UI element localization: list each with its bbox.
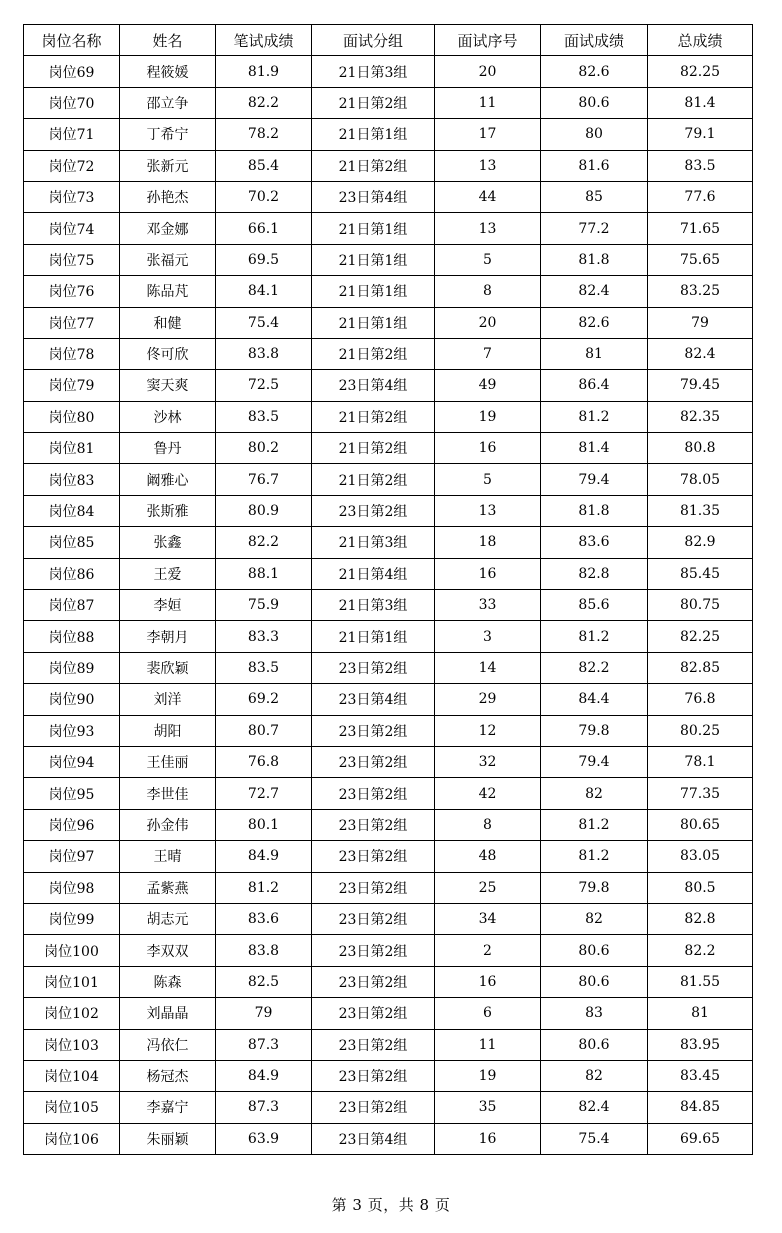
cell-written-score: 72.7: [216, 778, 312, 809]
cell-interview-order: 35: [435, 1092, 541, 1123]
cell-total-score: 83.05: [648, 841, 753, 872]
cell-interview-group: 23日第2组: [312, 1060, 435, 1091]
cell-written-score: 87.3: [216, 1029, 312, 1060]
cell-name: 沙林: [120, 401, 216, 432]
cell-interview-score: 80.6: [541, 1029, 648, 1060]
cell-interview-group: 23日第4组: [312, 181, 435, 212]
cell-interview-score: 79.4: [541, 746, 648, 777]
cell-interview-score: 82.4: [541, 1092, 648, 1123]
cell-written-score: 69.2: [216, 684, 312, 715]
cell-total-score: 83.5: [648, 150, 753, 181]
header-name: 姓名: [120, 25, 216, 56]
cell-name: 杨冠杰: [120, 1060, 216, 1091]
cell-total-score: 83.45: [648, 1060, 753, 1091]
cell-position: 岗位81: [24, 433, 120, 464]
cell-written-score: 80.2: [216, 433, 312, 464]
cell-interview-order: 13: [435, 150, 541, 181]
cell-total-score: 79.1: [648, 119, 753, 150]
cell-total-score: 80.5: [648, 872, 753, 903]
cell-interview-score: 81.8: [541, 495, 648, 526]
cell-interview-score: 82: [541, 903, 648, 934]
cell-interview-group: 21日第2组: [312, 150, 435, 181]
cell-position: 岗位86: [24, 558, 120, 589]
header-interview-score: 面试成绩: [541, 25, 648, 56]
cell-interview-group: 21日第2组: [312, 433, 435, 464]
table-header-row: [24, 25, 753, 56]
cell-interview-group: 21日第1组: [312, 276, 435, 307]
table-row: [24, 87, 753, 118]
cell-interview-order: 48: [435, 841, 541, 872]
cell-interview-group: 23日第2组: [312, 746, 435, 777]
cell-position: 岗位98: [24, 872, 120, 903]
cell-total-score: 80.65: [648, 809, 753, 840]
cell-interview-score: 81: [541, 338, 648, 369]
table-row: [24, 903, 753, 934]
cell-name: 佟可欣: [120, 338, 216, 369]
cell-interview-order: 11: [435, 1029, 541, 1060]
cell-interview-order: 34: [435, 903, 541, 934]
cell-total-score: 81.35: [648, 495, 753, 526]
cell-interview-group: 21日第1组: [312, 244, 435, 275]
cell-name: 张鑫: [120, 527, 216, 558]
cell-interview-score: 82.6: [541, 307, 648, 338]
cell-position: 岗位73: [24, 181, 120, 212]
cell-total-score: 77.6: [648, 181, 753, 212]
table-row: [24, 558, 753, 589]
cell-name: 窦天爽: [120, 370, 216, 401]
cell-name: 张新元: [120, 150, 216, 181]
cell-written-score: 69.5: [216, 244, 312, 275]
header-interview-group: 面试分组: [312, 25, 435, 56]
cell-interview-score: 82: [541, 778, 648, 809]
cell-name: 丁希宁: [120, 119, 216, 150]
cell-interview-group: 21日第2组: [312, 464, 435, 495]
cell-interview-score: 82.2: [541, 652, 648, 683]
cell-total-score: 83.95: [648, 1029, 753, 1060]
cell-interview-order: 5: [435, 464, 541, 495]
cell-total-score: 81.55: [648, 966, 753, 997]
cell-interview-score: 83.6: [541, 527, 648, 558]
cell-position: 岗位78: [24, 338, 120, 369]
cell-interview-order: 42: [435, 778, 541, 809]
cell-interview-group: 21日第3组: [312, 56, 435, 87]
cell-total-score: 82.85: [648, 652, 753, 683]
cell-position: 岗位72: [24, 150, 120, 181]
cell-name: 李姮: [120, 590, 216, 621]
cell-written-score: 81.9: [216, 56, 312, 87]
cell-interview-score: 81.4: [541, 433, 648, 464]
cell-position: 岗位74: [24, 213, 120, 244]
cell-position: 岗位87: [24, 590, 120, 621]
cell-name: 阚雅心: [120, 464, 216, 495]
table-row: [24, 872, 753, 903]
cell-interview-score: 80: [541, 119, 648, 150]
cell-position: 岗位90: [24, 684, 120, 715]
cell-position: 岗位77: [24, 307, 120, 338]
table-row: [24, 809, 753, 840]
cell-total-score: 81.4: [648, 87, 753, 118]
cell-interview-score: 85.6: [541, 590, 648, 621]
cell-interview-score: 82.4: [541, 276, 648, 307]
cell-position: 岗位76: [24, 276, 120, 307]
cell-position: 岗位94: [24, 746, 120, 777]
cell-interview-group: 21日第1组: [312, 307, 435, 338]
cell-position: 岗位105: [24, 1092, 120, 1123]
cell-interview-group: 23日第2组: [312, 872, 435, 903]
table-row: [24, 56, 753, 87]
cell-position: 岗位70: [24, 87, 120, 118]
cell-interview-score: 81.8: [541, 244, 648, 275]
cell-interview-group: 21日第2组: [312, 338, 435, 369]
cell-name: 李双双: [120, 935, 216, 966]
cell-interview-order: 29: [435, 684, 541, 715]
cell-interview-order: 20: [435, 56, 541, 87]
table-row: [24, 213, 753, 244]
cell-interview-group: 23日第2组: [312, 715, 435, 746]
cell-interview-score: 80.6: [541, 935, 648, 966]
cell-total-score: 69.65: [648, 1123, 753, 1154]
cell-written-score: 83.6: [216, 903, 312, 934]
table-body: [24, 56, 753, 1155]
cell-interview-group: 23日第2组: [312, 1092, 435, 1123]
cell-interview-group: 23日第2组: [312, 809, 435, 840]
cell-written-score: 84.1: [216, 276, 312, 307]
cell-interview-score: 82: [541, 1060, 648, 1091]
cell-written-score: 84.9: [216, 841, 312, 872]
cell-interview-group: 21日第1组: [312, 119, 435, 150]
cell-position: 岗位100: [24, 935, 120, 966]
cell-total-score: 82.35: [648, 401, 753, 432]
cell-interview-group: 21日第1组: [312, 621, 435, 652]
cell-name: 胡阳: [120, 715, 216, 746]
cell-interview-order: 20: [435, 307, 541, 338]
cell-interview-score: 85: [541, 181, 648, 212]
cell-interview-score: 80.6: [541, 87, 648, 118]
cell-name: 张福元: [120, 244, 216, 275]
cell-interview-group: 21日第3组: [312, 590, 435, 621]
cell-interview-score: 81.2: [541, 809, 648, 840]
cell-written-score: 88.1: [216, 558, 312, 589]
cell-total-score: 75.65: [648, 244, 753, 275]
header-written-score: 笔试成绩: [216, 25, 312, 56]
cell-name: 陈森: [120, 966, 216, 997]
cell-interview-order: 13: [435, 213, 541, 244]
cell-written-score: 82.2: [216, 87, 312, 118]
cell-name: 程筱媛: [120, 56, 216, 87]
cell-total-score: 80.8: [648, 433, 753, 464]
header-interview-order: 面试序号: [435, 25, 541, 56]
cell-total-score: 78.1: [648, 746, 753, 777]
cell-interview-score: 75.4: [541, 1123, 648, 1154]
cell-interview-order: 49: [435, 370, 541, 401]
table-row: [24, 1060, 753, 1091]
cell-interview-order: 8: [435, 276, 541, 307]
cell-interview-order: 12: [435, 715, 541, 746]
table-row: [24, 181, 753, 212]
table-row: [24, 590, 753, 621]
cell-written-score: 85.4: [216, 150, 312, 181]
cell-written-score: 72.5: [216, 370, 312, 401]
cell-interview-order: 16: [435, 1123, 541, 1154]
cell-written-score: 82.5: [216, 966, 312, 997]
cell-interview-order: 8: [435, 809, 541, 840]
cell-written-score: 76.7: [216, 464, 312, 495]
cell-interview-score: 81.2: [541, 841, 648, 872]
cell-name: 刘洋: [120, 684, 216, 715]
cell-interview-score: 82.8: [541, 558, 648, 589]
cell-name: 邵立争: [120, 87, 216, 118]
cell-interview-score: 77.2: [541, 213, 648, 244]
cell-interview-score: 83: [541, 998, 648, 1029]
table-row: [24, 746, 753, 777]
cell-interview-group: 23日第2组: [312, 998, 435, 1029]
cell-name: 李朝月: [120, 621, 216, 652]
cell-position: 岗位88: [24, 621, 120, 652]
cell-interview-group: 23日第2组: [312, 1029, 435, 1060]
table-row: [24, 684, 753, 715]
cell-name: 裴欣颖: [120, 652, 216, 683]
table-row: [24, 433, 753, 464]
cell-written-score: 83.8: [216, 935, 312, 966]
cell-written-score: 70.2: [216, 181, 312, 212]
table-row: [24, 1092, 753, 1123]
table-row: [24, 370, 753, 401]
cell-position: 岗位84: [24, 495, 120, 526]
cell-written-score: 78.2: [216, 119, 312, 150]
cell-interview-order: 32: [435, 746, 541, 777]
cell-position: 岗位83: [24, 464, 120, 495]
cell-position: 岗位71: [24, 119, 120, 150]
cell-interview-score: 82.6: [541, 56, 648, 87]
cell-written-score: 76.8: [216, 746, 312, 777]
table-row: [24, 621, 753, 652]
score-table: [23, 24, 753, 1155]
cell-name: 刘晶晶: [120, 998, 216, 1029]
cell-position: 岗位80: [24, 401, 120, 432]
cell-position: 岗位69: [24, 56, 120, 87]
cell-name: 冯依仁: [120, 1029, 216, 1060]
cell-name: 鲁丹: [120, 433, 216, 464]
cell-interview-order: 5: [435, 244, 541, 275]
cell-position: 岗位85: [24, 527, 120, 558]
cell-position: 岗位104: [24, 1060, 120, 1091]
cell-position: 岗位106: [24, 1123, 120, 1154]
cell-position: 岗位99: [24, 903, 120, 934]
cell-total-score: 82.25: [648, 56, 753, 87]
table-row: [24, 715, 753, 746]
cell-name: 胡志元: [120, 903, 216, 934]
cell-total-score: 71.65: [648, 213, 753, 244]
cell-interview-order: 6: [435, 998, 541, 1029]
cell-interview-group: 23日第2组: [312, 903, 435, 934]
cell-total-score: 81: [648, 998, 753, 1029]
table-row: [24, 464, 753, 495]
table-row: [24, 935, 753, 966]
table-row: [24, 527, 753, 558]
cell-name: 陈品芃: [120, 276, 216, 307]
table-row: [24, 998, 753, 1029]
cell-interview-score: 79.8: [541, 872, 648, 903]
cell-position: 岗位95: [24, 778, 120, 809]
cell-total-score: 82.8: [648, 903, 753, 934]
cell-interview-score: 79.8: [541, 715, 648, 746]
cell-name: 王晴: [120, 841, 216, 872]
cell-interview-group: 23日第2组: [312, 778, 435, 809]
cell-name: 朱丽颖: [120, 1123, 216, 1154]
cell-interview-group: 21日第2组: [312, 401, 435, 432]
cell-position: 岗位101: [24, 966, 120, 997]
cell-total-score: 85.45: [648, 558, 753, 589]
cell-interview-order: 33: [435, 590, 541, 621]
cell-written-score: 83.5: [216, 401, 312, 432]
cell-interview-group: 21日第2组: [312, 87, 435, 118]
cell-written-score: 79: [216, 998, 312, 1029]
cell-interview-group: 23日第2组: [312, 841, 435, 872]
cell-name: 王佳丽: [120, 746, 216, 777]
cell-written-score: 63.9: [216, 1123, 312, 1154]
cell-position: 岗位103: [24, 1029, 120, 1060]
cell-total-score: 79: [648, 307, 753, 338]
cell-name: 邓金娜: [120, 213, 216, 244]
cell-interview-group: 21日第1组: [312, 213, 435, 244]
cell-position: 岗位97: [24, 841, 120, 872]
cell-interview-score: 84.4: [541, 684, 648, 715]
cell-name: 孙艳杰: [120, 181, 216, 212]
cell-position: 岗位79: [24, 370, 120, 401]
cell-name: 王爱: [120, 558, 216, 589]
cell-total-score: 77.35: [648, 778, 753, 809]
cell-position: 岗位96: [24, 809, 120, 840]
cell-written-score: 83.8: [216, 338, 312, 369]
table-row: [24, 1123, 753, 1154]
cell-total-score: 80.25: [648, 715, 753, 746]
cell-total-score: 78.05: [648, 464, 753, 495]
cell-interview-group: 23日第2组: [312, 935, 435, 966]
table-row: [24, 1029, 753, 1060]
cell-written-score: 84.9: [216, 1060, 312, 1091]
cell-total-score: 79.45: [648, 370, 753, 401]
cell-position: 岗位89: [24, 652, 120, 683]
cell-interview-group: 23日第2组: [312, 966, 435, 997]
cell-interview-group: 21日第3组: [312, 527, 435, 558]
table-row: [24, 119, 753, 150]
cell-name: 张斯雅: [120, 495, 216, 526]
cell-interview-order: 19: [435, 1060, 541, 1091]
cell-interview-group: 23日第4组: [312, 684, 435, 715]
cell-interview-order: 14: [435, 652, 541, 683]
table-row: [24, 841, 753, 872]
cell-position: 岗位75: [24, 244, 120, 275]
cell-interview-group: 23日第4组: [312, 1123, 435, 1154]
cell-interview-group: 21日第4组: [312, 558, 435, 589]
cell-interview-order: 16: [435, 433, 541, 464]
cell-interview-score: 81.2: [541, 621, 648, 652]
cell-interview-order: 16: [435, 558, 541, 589]
cell-interview-score: 79.4: [541, 464, 648, 495]
cell-interview-score: 81.6: [541, 150, 648, 181]
cell-name: 孙金伟: [120, 809, 216, 840]
table-row: [24, 150, 753, 181]
cell-interview-order: 25: [435, 872, 541, 903]
cell-interview-group: 23日第2组: [312, 652, 435, 683]
cell-interview-group: 23日第2组: [312, 495, 435, 526]
page-number: 第 3 页，共 8 页: [331, 1196, 451, 1214]
cell-position: 岗位93: [24, 715, 120, 746]
cell-written-score: 81.2: [216, 872, 312, 903]
cell-total-score: 83.25: [648, 276, 753, 307]
cell-name: 李嘉宁: [120, 1092, 216, 1123]
table-row: [24, 495, 753, 526]
cell-total-score: 80.75: [648, 590, 753, 621]
table-row: [24, 338, 753, 369]
cell-written-score: 87.3: [216, 1092, 312, 1123]
table-row: [24, 778, 753, 809]
cell-interview-order: 13: [435, 495, 541, 526]
cell-written-score: 80.9: [216, 495, 312, 526]
cell-total-score: 84.85: [648, 1092, 753, 1123]
cell-written-score: 66.1: [216, 213, 312, 244]
cell-total-score: 82.25: [648, 621, 753, 652]
header-position: 岗位名称: [24, 25, 120, 56]
cell-name: 李世佳: [120, 778, 216, 809]
cell-interview-order: 2: [435, 935, 541, 966]
cell-written-score: 80.1: [216, 809, 312, 840]
cell-written-score: 83.5: [216, 652, 312, 683]
cell-written-score: 80.7: [216, 715, 312, 746]
table-row: [24, 307, 753, 338]
cell-interview-order: 18: [435, 527, 541, 558]
cell-written-score: 75.9: [216, 590, 312, 621]
cell-total-score: 82.2: [648, 935, 753, 966]
cell-interview-score: 81.2: [541, 401, 648, 432]
table-row: [24, 244, 753, 275]
cell-interview-order: 7: [435, 338, 541, 369]
cell-interview-score: 80.6: [541, 966, 648, 997]
cell-interview-order: 17: [435, 119, 541, 150]
cell-total-score: 82.4: [648, 338, 753, 369]
cell-interview-group: 23日第4组: [312, 370, 435, 401]
cell-interview-order: 19: [435, 401, 541, 432]
cell-interview-order: 44: [435, 181, 541, 212]
table-row: [24, 966, 753, 997]
cell-written-score: 75.4: [216, 307, 312, 338]
table-row: [24, 276, 753, 307]
header-total-score: 总成绩: [648, 25, 753, 56]
cell-name: 和健: [120, 307, 216, 338]
cell-interview-order: 16: [435, 966, 541, 997]
cell-name: 孟紫燕: [120, 872, 216, 903]
cell-interview-order: 11: [435, 87, 541, 118]
cell-interview-score: 86.4: [541, 370, 648, 401]
cell-written-score: 83.3: [216, 621, 312, 652]
table-row: [24, 401, 753, 432]
cell-total-score: 76.8: [648, 684, 753, 715]
cell-interview-order: 3: [435, 621, 541, 652]
cell-written-score: 82.2: [216, 527, 312, 558]
cell-position: 岗位102: [24, 998, 120, 1029]
table-row: [24, 652, 753, 683]
cell-total-score: 82.9: [648, 527, 753, 558]
